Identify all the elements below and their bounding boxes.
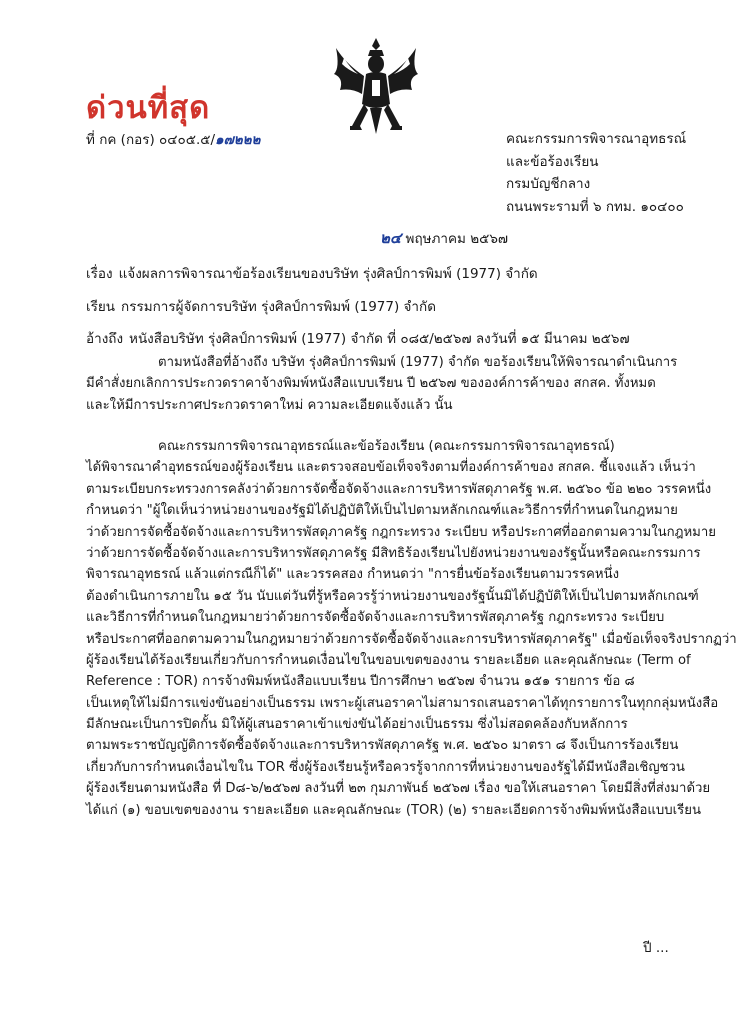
sender-address-line: คณะกรรมการพิจารณาอุทธรณ์ (506, 131, 687, 147)
body-line: ผู้ร้องเรียนได้ร้องเรียนเกี่ยวกับการกำหนดเงื่อนไขในขอบเขตของงาน รายละเอียด และคุณลักษณะ (Term of (86, 652, 691, 668)
document-date (380, 226, 508, 250)
body-line: ตามพระราชบัญญัติการจัดซื้อจัดจ้างและการบริหารพัสดุภาครัฐ พ.ศ. ๒๕๖๐ มาตรา ๘ จึงเป็นการร้องเรียน (86, 738, 679, 754)
sender-address-line: และข้อร้องเรียน (506, 153, 599, 170)
reference-line (86, 327, 630, 349)
subject-line (86, 262, 538, 284)
urgent-stamp: ด่วนที่สุด (86, 90, 211, 126)
body-paragraph-1 (86, 352, 678, 416)
recipient-line (86, 295, 436, 317)
document-number-prefix: ที่ กค (กอร) ๐๔๐๕.๕/ (86, 132, 216, 148)
document-number (86, 128, 260, 150)
body-line: ได้พิจารณาคำอุทธรณ์ของผู้ร้องเรียน และตรวจสอบข้อเท็จจริงตามที่องค์การค้าของ สกสค. ชี้แจงแล้ว เห็นว่า (86, 460, 696, 476)
sender-address (506, 128, 686, 218)
continuation-marker: ปี ... (643, 940, 669, 956)
body-line: ผู้ร้องเรียนตามหนังสือ ที่ D๘-๖/๒๕๖๗ ลงวันที่ ๒๓ กุมภาพันธ์ ๒๕๖๗ เรื่อง ขอให้เสนอราคา โดยมีสิ่งที่ส่งมาด้วย (86, 781, 711, 797)
document-number-handwritten: ๑๗๒๒๒ (215, 132, 261, 148)
body-line: และให้มีการประกาศประกวดราคาใหม่ ความละเอียดแจ้งแล้ว นั้น (86, 397, 453, 413)
body-line: และวิธีการที่กำหนดในกฎหมายว่าด้วยการจัดซื้อจัดจ้างและการบริหารพัสดุภาครัฐ กฎกระทรวง ระเบียบ (86, 610, 665, 626)
body-line: ตามหนังสือที่อ้างถึง บริษัท รุ่งศิลป์การพิมพ์ (1977) จำกัด ขอร้องเรียนให้พิจารณาดำเนินการ (158, 355, 678, 370)
body-line: หรือประกาศที่ออกตามความในกฎหมายว่าด้วยการจัดซื้อจัดจ้างและการบริหารพัสดุภาครัฐ" เมื่อข้อเท็จจริงปรากฏว่า (86, 631, 737, 647)
body-line: ว่าด้วยการจัดซื้อจัดจ้างและการบริหารพัสดุภาครัฐ กฎกระทรวง ระเบียบ หรือประกาศที่ออกตามความในกฎหมาย (86, 524, 716, 540)
reference-text: หนังสือบริษัท รุ่งศิลป์การพิมพ์ (1977) จำกัด ที่ ๐๘๕/๒๕๖๗ ลงวันที่ ๑๕ มีนาคม ๒๕๖๗ (129, 331, 630, 347)
date-month-year: พฤษภาคม ๒๕๖๗ (405, 231, 509, 247)
body-line: Reference : TOR) การจ้างพิมพ์หนังสือแบบเรียน ปีการศึกษา ๒๕๖๗ จำนวน ๑๕๑ รายการ ข้อ ๘ (86, 674, 635, 690)
body-line: กำหนดว่า "ผู้ใดเห็นว่าหน่วยงานของรัฐมิได้ปฏิบัติให้เป็นไปตามหลักเกณฑ์และวิธีการที่กำหนดในกฎหมาย (86, 503, 678, 519)
body-line: มีลักษณะเป็นการปิดกั้น มิให้ผู้เสนอราคาเข้าแข่งขันได้อย่างเป็นธรรม ซึ่งไม่สอดคล้องกับหลักการ (86, 717, 628, 733)
body-line: คณะกรรมการพิจารณาอุทธรณ์และข้อร้องเรียน (คณะกรรมการพิจารณาอุทธรณ์) (158, 439, 615, 454)
subject-text: แจ้งผลการพิจารณาข้อร้องเรียนของบริษัท รุ่งศิลป์การพิมพ์ (1977) จำกัด (118, 266, 538, 282)
body-line: เกี่ยวกับการกำหนดเงื่อนไขใน TOR ซึ่งผู้ร้องเรียนรู้หรือควรรู้จากการที่หน่วยงานของรัฐได้มีหนังสือเชิญชวน (86, 759, 685, 775)
body-paragraph-2 (86, 436, 737, 821)
body-line: ว่าด้วยการจัดซื้อจัดจ้างและการบริหารพัสดุภาครัฐ มีสิทธิร้องเรียนไปยังหน่วยงานของรัฐนั้นหรือคณะกรรมการ (86, 545, 701, 561)
body-line: ต้องดำเนินการภายใน ๑๕ วัน นับแต่วันที่รู้หรือควรรู้ว่าหน่วยงานของรัฐนั้นมิได้ปฏิบัติให้เป็นไปตามหลักเกณฑ์ (86, 588, 699, 604)
body-line: มีคำสั่งยกเลิกการประกวดราคาจ้างพิมพ์หนังสือแบบเรียน ปี ๒๕๖๗ ขององค์การค้าของ สกสค. ทั้งหมด (86, 376, 656, 392)
garuda-emblem-icon (330, 34, 422, 142)
recipient-text: กรรมการผู้จัดการบริษัท รุ่งศิลป์การพิมพ์ (1977) จำกัด (121, 299, 436, 315)
body-line: พิจารณาอุทธรณ์ แล้วแต่กรณีก็ได้" และวรรคสอง กำหนดว่า "การยื่นข้อร้องเรียนตามวรรคหนึ่ง (86, 567, 620, 583)
reference-label: อ้างถึง (86, 331, 124, 347)
body-line: เป็นเหตุให้ไม่มีการแข่งขันอย่างเป็นธรรม เพราะผู้เสนอราคาไม่สามารถเสนอราคาได้ทุกรายการในทุกกลุ่มหนังสือ (86, 695, 719, 711)
sender-address-line: ถนนพระรามที่ ๖ กทม. ๑๐๔๐๐ (506, 198, 684, 215)
date-day-handwritten: ๒๔ (380, 229, 402, 247)
body-line: ตามระเบียบกระทรวงการคลังว่าด้วยการจัดซื้อจัดจ้างและการบริหารพัสดุภาครัฐ พ.ศ. ๒๕๖๐ ข้อ ๒๒๐ วรรคหนึ่ง (86, 481, 712, 497)
body-line: ได้แก่ (๑) ขอบเขตของงาน รายละเอียด และคุณลักษณะ (TOR) (๒) รายละเอียดการจ้างพิมพ์หนังสือแบบเรียน (86, 802, 701, 818)
subject-label: เรื่อง (86, 266, 113, 282)
recipient-label: เรียน (86, 299, 116, 315)
sender-address-line: กรมบัญชีกลาง (506, 176, 591, 192)
